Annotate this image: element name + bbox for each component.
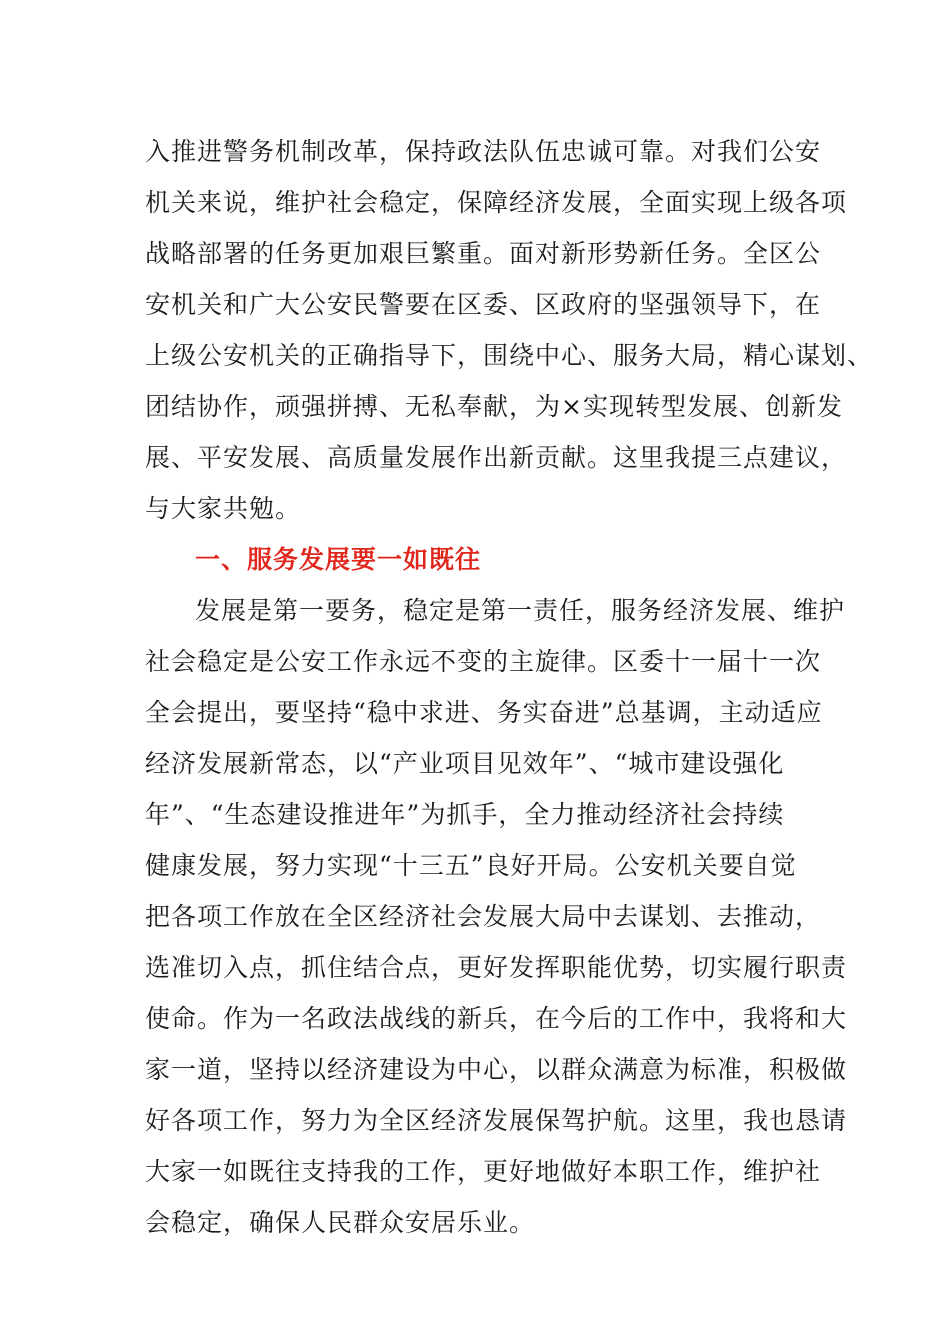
paragraph-line: 全会提出，要坚持“稳中求进、务实奋进”总基调，主动适应 — [145, 698, 823, 727]
paragraph-line: 展、平安发展、高质量发展作出新贡献。这里我提三点建议， — [145, 443, 848, 472]
paragraph-line: 战略部署的任务更加艰巨繁重。面对新形势新任务。全区公 — [145, 239, 822, 268]
paragraph-line: 团结协作，顽强拼搏、无私奉献，为×实现转型发展、创新发 — [145, 392, 843, 421]
paragraph-line: 好各项工作，努力为全区经济发展保驾护航。这里，我也恳请 — [145, 1106, 848, 1135]
paragraph-line: 健康发展，努力实现“十三五”良好开局。公安机关要自觉 — [145, 851, 797, 880]
paragraph-line: 年”、“生态建设推进年”为抓手，全力推动经济社会持续 — [145, 800, 785, 829]
paragraph-line: 大家一如既往支持我的工作，更好地做好本职工作，维护社 — [145, 1157, 822, 1186]
paragraph-line: 入推进警务机制改革，保持政法队伍忠诚可靠。对我们公安 — [145, 137, 822, 166]
paragraph-line: 家一道，坚持以经济建设为中心，以群众满意为标准，积极做 — [145, 1055, 848, 1084]
paragraph-line: 与大家共勉。 — [145, 494, 302, 523]
paragraph-line: 使命。作为一名政法战线的新兵，在今后的工作中，我将和大 — [145, 1004, 848, 1033]
paragraph-line: 把各项工作放在全区经济社会发展大局中去谋划、去推动， — [145, 902, 822, 931]
paragraph-line: 选准切入点，抓住结合点，更好发挥职能优势，切实履行职责 — [145, 953, 848, 982]
paragraph-line: 上级公安机关的正确指导下，围绕中心、服务大局，精心谋划、 — [145, 341, 874, 370]
section-heading: 一、服务发展要一如既往 — [195, 545, 482, 574]
paragraph-line: 发展是第一要务，稳定是第一责任，服务经济发展、维护 — [195, 596, 846, 625]
paragraph-line: 安机关和广大公安民警要在区委、区政府的坚强领导下，在 — [145, 290, 822, 319]
paragraph-line: 机关来说，维护社会稳定，保障经济发展，全面实现上级各项 — [145, 188, 848, 217]
document-body — [145, 126, 874, 1248]
paragraph-line: 社会稳定是公安工作永远不变的主旋律。区委十一届十一次 — [145, 647, 822, 676]
paragraph-line: 经济发展新常态，以“产业项目见效年”、“城市建设强化 — [145, 749, 785, 778]
paragraph-line: 会稳定，确保人民群众安居乐业。 — [145, 1208, 536, 1237]
